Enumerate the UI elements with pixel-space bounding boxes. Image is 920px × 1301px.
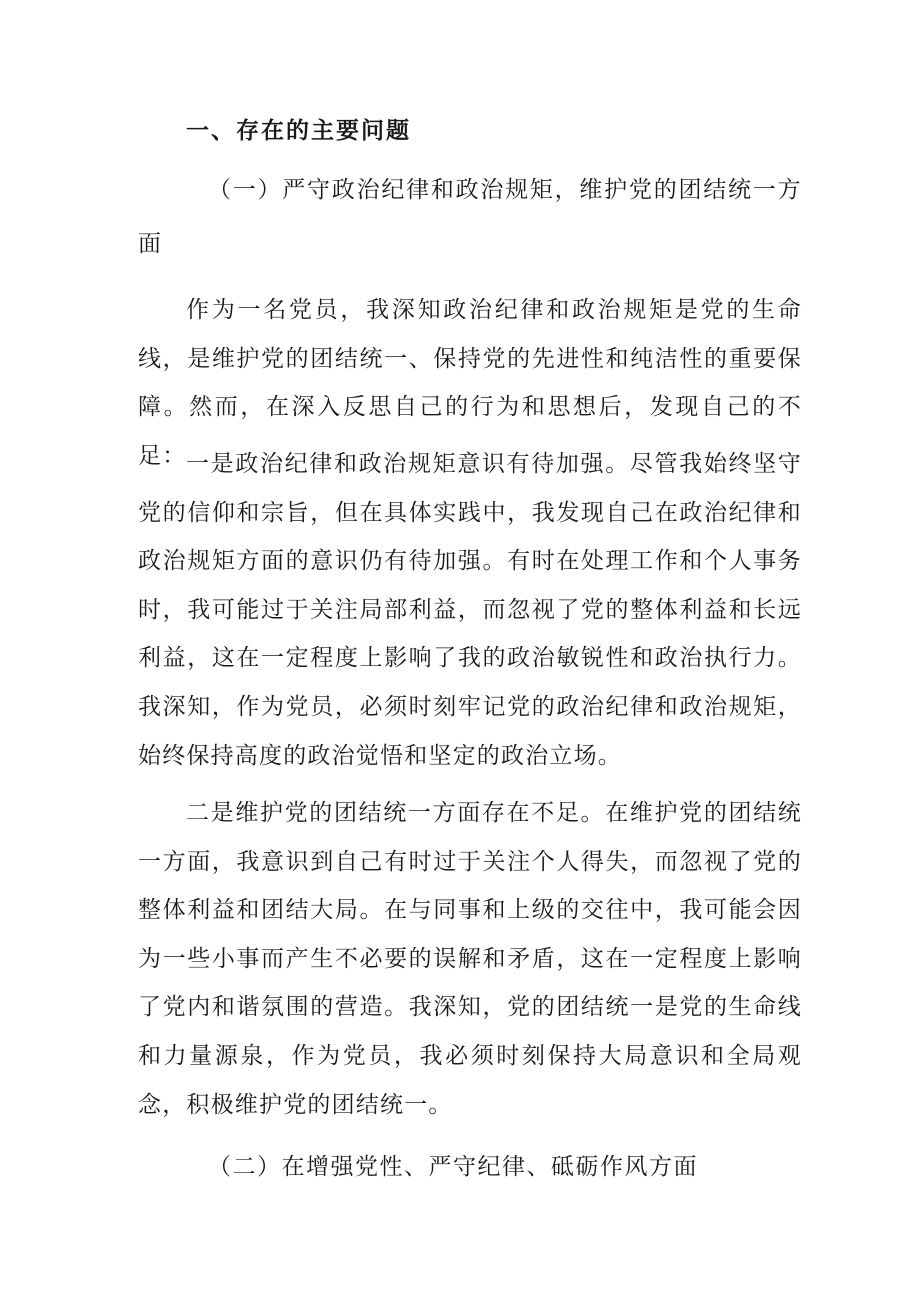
subheading-1: （一）严守政治纪律和政治规矩，维护党的团结统一方面 bbox=[138, 177, 802, 257]
paragraph-intro: 作为一名党员，我深知政治纪律和政治规矩是党的生命线，是维护党的团结统一、保持党的先进性和纯洁性的重要保障。然而，在深入反思自己的行为和思想后，发现自己的不足： bbox=[138, 297, 802, 469]
paragraph-point-1: 一是政治纪律和政治规矩意识有待加强。尽管我始终坚守党的信仰和宗旨，但在具体实践中，我发现自己在政治纪律和政治规矩方面的意识仍有待加强。有时在处理工作和个人事务时，我可能过于关注局部利益，而忽视了党的整体利益和长远利益，这在一定程度上影响了我的政治敏锐性和政治执行力。我深知，作为党员，必须时刻牢记党的政治纪律和政治规矩，始终保持高度的政治觉悟和坚定的政治立场。 bbox=[138, 451, 802, 769]
section-heading: 一、存在的主要问题 bbox=[186, 117, 411, 144]
paragraph-point-2: 二是维护党的团结统一方面存在不足。在维护党的团结统一方面，我意识到自己有时过于关注个人得失，而忽视了党的整体利益和团结大局。在与同事和上级的交往中，我可能会因为一些小事而产生不必要的误解和矛盾，这在一定程度上影响了党内和谐氛围的营造。我深知，党的团结统一是党的生命线和力量源泉，作为党员，我必须时刻保持大局意识和全局观念，积极维护党的团结统一。 bbox=[138, 800, 802, 1118]
subheading-2: （二）在增强党性、严守纪律、砥砺作风方面 bbox=[208, 1154, 698, 1180]
